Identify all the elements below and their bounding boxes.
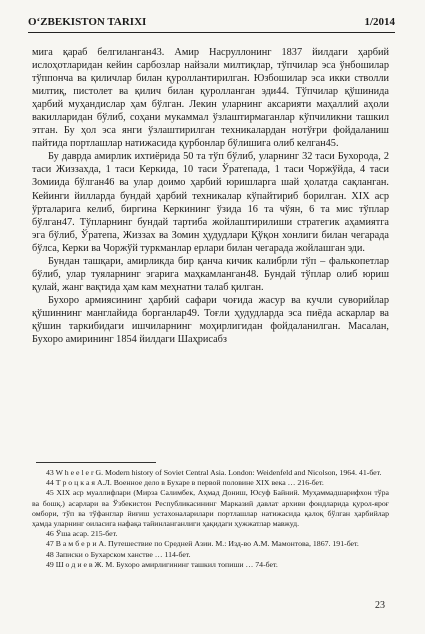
footnote: 48 Записки о Бухарском ханстве … 114-бет. [46,549,191,559]
running-header [28,16,395,36]
paragraph: Бухоро армиясининг ҳарбий сафари чоғида жасур ва кучли суворийлар қўшиннинг манглайида борганлар49. Тоғли ҳудудларда эса пиёда аскарлар ва қўшин таркибидаги ишчиларнинг моҳирлигидан фойдаланилган. Масалан, Бухоро амирининг 1854 йилдаги Шаҳрисабз [32,294,389,346]
footnote: 46 Ўша асар. 215-бет. [46,529,118,539]
footnote: 45 XIX аср муаллифлари (Мирза Салимбек, Аҳмад Дониш, Юсуф Байний. Муҳаммадшарифхон тўра ва бошқ.) асарлари ва Ўзбекистон Республикасининг Марказий давлат архиви фондларида қурол-яроғ омбори, тўп ва тўфанглар йиғиш устахоналарилари портлашлар натижасида қалоқ бўлган ҳарбийлар ҳамда уларнинг оиласига нафақа тайинланганлиги ҳақидаги ҳужжатлар мавжуд. [32,488,389,529]
paragraph: мига қараб белгиланган43. Амир Насруллонинг 1837 йилдаги ҳарбий ислоҳотларидан кейин сарбозлар найзали милтиқлар, тўпчилар эса ўнбошилар тўппонча ва қиличлар билан қуроллантирилган. Юзбошилар эса икки стволли милтиқ, пистолет ва қилич билан қуролланган эди44. Тўпчилар қўшинида ҳарбий муҳандислар ҳам бўлган. Лекин уларнинг аксарияти маҳаллий аҳоли вакилларидан бўлиб, соҳани мукаммал ўзлаштирмаганлар кўпчиликни ташкил этган. Бу ҳол эса янги ўзлаштирилган техникалардан нотўғри фойдаланиш пайтида портлашлар натижасида қурбонлар бўлишига олиб келган45. [32,47,389,150]
footnote-separator [36,462,156,463]
footnote: 43 W h e e l e r G. Modern history of Soviet Central Asia. London: Weidenfeld and Nicolson, 1964. 41-бет. [46,468,382,477]
article-body [32,46,389,346]
page-number: 23 [375,600,385,611]
paragraph: Бундан ташқари, амирликда бир қанча кичик калибрли тўп – фалькопетлар бўлиб, улар туяларнинг эгарига маҳкамланган48. Бундай тўплар олиб юриш қулай, жанг вақтида ҳам кам меҳнатни талаб қилган. [32,255,389,293]
issue-number: 1/2014 [364,16,395,28]
footnote: 44 Т р о ц к а я А.Л. Военное дело в Бухаре в первой половине XIX века … 216-бет. [46,478,324,488]
footnote: 49 Ш о д и е в Ж. М. Бухоро амирлигининг ташкил топиши … 74-бет. [46,559,278,569]
paragraph: Бу даврда амирлик ихтиёрида 50 та тўп бўлиб, уларнинг 32 таси Бухорода, 2 таси Жиззахда, 1 таси Керкида, 10 таси Ўратепада, 1 таси Чоржўйда, 4 таси Зомиида бўлган46 ва улар доимо ҳарбий юришларга шай ҳолатда сақланган. Кейинги йилларда бундай ҳарбий техникалар кўпайтириб борилган. XIX аср ўрталарига келиб, биргина Керкининг ўзида 16 та чўян, 6 та мис тўплар бўлган47. Тўпларнинг бундай тартиба жойлаштирилиши стратегик аҳамиятга эга бўлиб, Ўратепа, Жиззах ва Зомин ҳудудлари Қўқон хонлиги билан чегарада бўлса, Керки ва Чоржўй туркманлар ерлари билан чегарада жойлашган эди. [32,151,389,254]
journal-title: O‘ZBEKISTON TARIXI [28,16,147,28]
footnote: 47 В а м б е р и А. Путешествие по Средней Азии. М.: Изд-во А.М. Мамонтова, 1867. 191-бет. [46,539,359,549]
footnotes [32,468,389,570]
header-rule [28,32,395,33]
